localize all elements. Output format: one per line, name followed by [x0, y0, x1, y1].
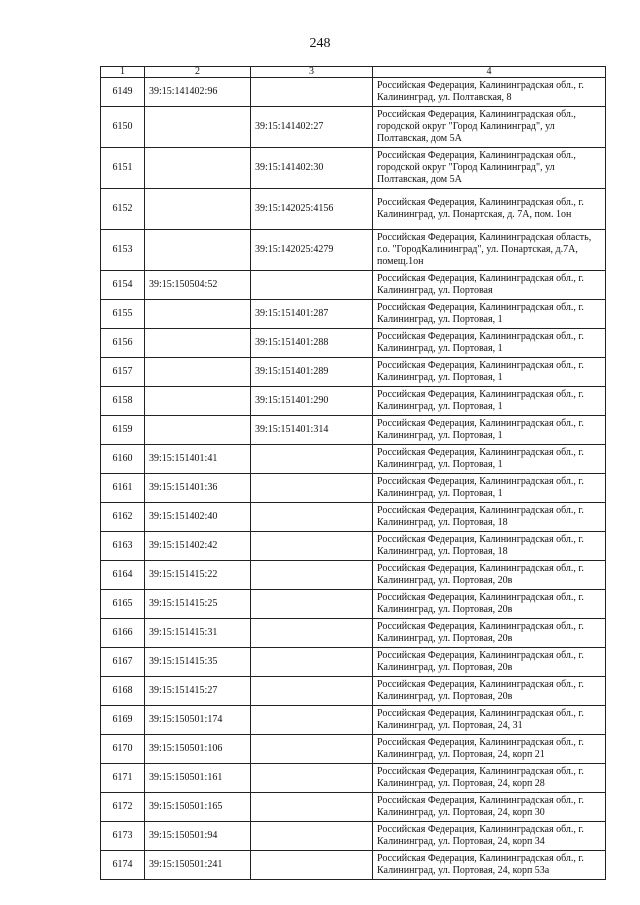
registry-table: [100, 66, 606, 880]
cadastral-number-cell: 39:15:151401:41: [145, 445, 251, 474]
table-row: [101, 271, 606, 300]
row-number-cell: 6154: [101, 271, 145, 300]
address-cell: Российская Федерация, Калининградская область, г.о. "ГородКалининград", ул. Понартская, д.7А, помещ.1он: [373, 230, 606, 271]
row-number-cell: 6170: [101, 735, 145, 764]
row-number-cell: 6172: [101, 793, 145, 822]
cadastral-number-cell: 39:15:151402:40: [145, 503, 251, 532]
address-cell: Российская Федерация, Калининградская обл., г. Калининград, ул. Портовая, 20в: [373, 648, 606, 677]
table-row: [101, 300, 606, 329]
table-row: [101, 648, 606, 677]
row-number-cell: 6174: [101, 851, 145, 880]
related-cadastral-number-cell: [251, 474, 373, 503]
table-row: [101, 329, 606, 358]
related-cadastral-number-cell: 39:15:151401:288: [251, 329, 373, 358]
row-number-cell: 6152: [101, 189, 145, 230]
page-number: 248: [309, 36, 331, 51]
column-header-2: 2: [145, 67, 251, 78]
cadastral-number-cell: 39:15:151415:27: [145, 677, 251, 706]
table-row: [101, 590, 606, 619]
related-cadastral-number-cell: [251, 764, 373, 793]
address-cell: Российская Федерация, Калининградская обл., г. Калининград, ул. Портовая, 1: [373, 445, 606, 474]
row-number-cell: 6153: [101, 230, 145, 271]
cadastral-number-cell: 39:15:150501:106: [145, 735, 251, 764]
address-cell: Российская Федерация, Калининградская обл., г. Калининград, ул. Портовая, 24, корп 34: [373, 822, 606, 851]
address-cell: Российская Федерация, Калининградская обл., г. Калининград, ул. Портовая, 1: [373, 358, 606, 387]
cadastral-number-cell: [145, 387, 251, 416]
table-row: [101, 387, 606, 416]
address-cell: Российская Федерация, Калининградская обл., г. Калининград, ул. Портовая, 18: [373, 532, 606, 561]
address-cell: Российская Федерация, Калининградская обл., г. Калининград, ул. Портовая, 24, корп 21: [373, 735, 606, 764]
row-number-cell: 6160: [101, 445, 145, 474]
address-cell: Российская Федерация, Калининградская обл., г. Калининград, ул. Портовая, 20в: [373, 590, 606, 619]
table-body: [101, 78, 606, 880]
cadastral-number-cell: 39:15:150501:165: [145, 793, 251, 822]
related-cadastral-number-cell: [251, 706, 373, 735]
row-number-cell: 6162: [101, 503, 145, 532]
column-header-3: 3: [251, 67, 373, 78]
related-cadastral-number-cell: [251, 532, 373, 561]
table-row: [101, 793, 606, 822]
cadastral-number-cell: [145, 189, 251, 230]
related-cadastral-number-cell: [251, 503, 373, 532]
row-number-cell: 6150: [101, 107, 145, 148]
cadastral-number-cell: 39:15:150501:174: [145, 706, 251, 735]
table-row: [101, 561, 606, 590]
cadastral-number-cell: [145, 230, 251, 271]
related-cadastral-number-cell: [251, 822, 373, 851]
table-row: [101, 230, 606, 271]
table-row: [101, 416, 606, 445]
address-cell: Российская Федерация, Калининградская обл., г. Калининград, ул. Портовая, 20в: [373, 619, 606, 648]
address-cell: Российская Федерация, Калининградская обл., г. Калининград, ул. Портовая, 24, 31: [373, 706, 606, 735]
row-number-cell: 6161: [101, 474, 145, 503]
cadastral-number-cell: 39:15:150501:94: [145, 822, 251, 851]
row-number-cell: 6158: [101, 387, 145, 416]
column-header-4: 4: [373, 67, 606, 78]
cadastral-number-cell: 39:15:151415:31: [145, 619, 251, 648]
address-cell: Российская Федерация, Калининградская обл., г. Калининград, ул. Портовая, 24, корп 28: [373, 764, 606, 793]
row-number-cell: 6149: [101, 78, 145, 107]
cadastral-number-cell: [145, 107, 251, 148]
address-cell: Российская Федерация, Калининградская обл., г. Калининград, ул. Портовая, 20в: [373, 677, 606, 706]
table-row: [101, 189, 606, 230]
address-cell: Российская Федерация, Калининградская обл., г. Калининград, ул. Портовая, 24, корп 30: [373, 793, 606, 822]
row-number-cell: 6169: [101, 706, 145, 735]
cadastral-number-cell: 39:15:150504:52: [145, 271, 251, 300]
related-cadastral-number-cell: [251, 78, 373, 107]
column-header-1: 1: [101, 67, 145, 78]
row-number-cell: 6173: [101, 822, 145, 851]
table-row: [101, 474, 606, 503]
table-row: [101, 822, 606, 851]
cadastral-number-cell: 39:15:151415:22: [145, 561, 251, 590]
address-cell: Российская Федерация, Калининградская обл., г. Калининград, ул. Портовая: [373, 271, 606, 300]
related-cadastral-number-cell: 39:15:151401:289: [251, 358, 373, 387]
address-cell: Российская Федерация, Калининградская обл., г. Калининград, ул. Портовая, 1: [373, 387, 606, 416]
table-row: [101, 358, 606, 387]
row-number-cell: 6159: [101, 416, 145, 445]
related-cadastral-number-cell: 39:15:142025:4156: [251, 189, 373, 230]
related-cadastral-number-cell: 39:15:141402:27: [251, 107, 373, 148]
row-number-cell: 6168: [101, 677, 145, 706]
related-cadastral-number-cell: 39:15:142025:4279: [251, 230, 373, 271]
related-cadastral-number-cell: [251, 619, 373, 648]
address-cell: Российская Федерация, Калининградская обл., г. Калининград, ул. Портовая, 18: [373, 503, 606, 532]
cadastral-number-cell: 39:15:141402:96: [145, 78, 251, 107]
address-cell: Российская Федерация, Калининградская обл., г. Калининград, ул. Полтавская, 8: [373, 78, 606, 107]
row-number-cell: 6167: [101, 648, 145, 677]
related-cadastral-number-cell: [251, 677, 373, 706]
address-cell: Российская Федерация, Калининградская обл., г. Калининград, ул. Портовая, 24, корп 53а: [373, 851, 606, 880]
cadastral-number-cell: [145, 358, 251, 387]
related-cadastral-number-cell: [251, 793, 373, 822]
cadastral-number-cell: [145, 148, 251, 189]
row-number-cell: 6171: [101, 764, 145, 793]
cadastral-number-cell: 39:15:151402:42: [145, 532, 251, 561]
related-cadastral-number-cell: 39:15:141402:30: [251, 148, 373, 189]
table-row: [101, 78, 606, 107]
table-row: [101, 677, 606, 706]
related-cadastral-number-cell: 39:15:151401:287: [251, 300, 373, 329]
related-cadastral-number-cell: [251, 851, 373, 880]
related-cadastral-number-cell: [251, 648, 373, 677]
table-row: [101, 148, 606, 189]
address-cell: Российская Федерация, Калининградская обл., городской округ "Город Калининград", ул Полтавская, дом 5А: [373, 107, 606, 148]
cadastral-number-cell: 39:15:151415:25: [145, 590, 251, 619]
table-row: [101, 107, 606, 148]
address-cell: Российская Федерация, Калининградская обл., г. Калининград, ул. Портовая, 20в: [373, 561, 606, 590]
cadastral-number-cell: 39:15:150501:161: [145, 764, 251, 793]
related-cadastral-number-cell: [251, 590, 373, 619]
table-row: [101, 503, 606, 532]
cadastral-number-cell: [145, 416, 251, 445]
related-cadastral-number-cell: 39:15:151401:314: [251, 416, 373, 445]
table-row: [101, 764, 606, 793]
cadastral-number-cell: 39:15:151415:35: [145, 648, 251, 677]
address-cell: Российская Федерация, Калининградская обл., г. Калининград, ул. Портовая, 1: [373, 329, 606, 358]
related-cadastral-number-cell: [251, 561, 373, 590]
cadastral-number-cell: 39:15:151401:36: [145, 474, 251, 503]
cadastral-number-cell: [145, 329, 251, 358]
row-number-cell: 6157: [101, 358, 145, 387]
address-cell: Российская Федерация, Калининградская обл., г. Калининград, ул. Портовая, 1: [373, 474, 606, 503]
cadastral-number-cell: [145, 300, 251, 329]
address-cell: Российская Федерация, Калининградская обл., г. Калининград, ул. Портовая, 1: [373, 416, 606, 445]
row-number-cell: 6163: [101, 532, 145, 561]
row-number-cell: 6166: [101, 619, 145, 648]
cadastral-number-cell: 39:15:150501:241: [145, 851, 251, 880]
table-row: [101, 706, 606, 735]
related-cadastral-number-cell: [251, 271, 373, 300]
row-number-cell: 6156: [101, 329, 145, 358]
address-cell: Российская Федерация, Калининградская обл., городской округ "Город Калининград", ул Полтавская, дом 5А: [373, 148, 606, 189]
related-cadastral-number-cell: [251, 735, 373, 764]
row-number-cell: 6151: [101, 148, 145, 189]
related-cadastral-number-cell: [251, 445, 373, 474]
address-cell: Российская Федерация, Калининградская обл., г. Калининград, ул. Портовая, 1: [373, 300, 606, 329]
address-cell: Российская Федерация, Калининградская обл., г. Калининград, ул. Понартская, д. 7А, пом. 1он: [373, 189, 606, 230]
row-number-cell: 6164: [101, 561, 145, 590]
header-row: [101, 67, 606, 78]
table-row: [101, 619, 606, 648]
table-row: [101, 735, 606, 764]
table-row: [101, 851, 606, 880]
row-number-cell: 6165: [101, 590, 145, 619]
related-cadastral-number-cell: 39:15:151401:290: [251, 387, 373, 416]
table-row: [101, 532, 606, 561]
row-number-cell: 6155: [101, 300, 145, 329]
table-row: [101, 445, 606, 474]
